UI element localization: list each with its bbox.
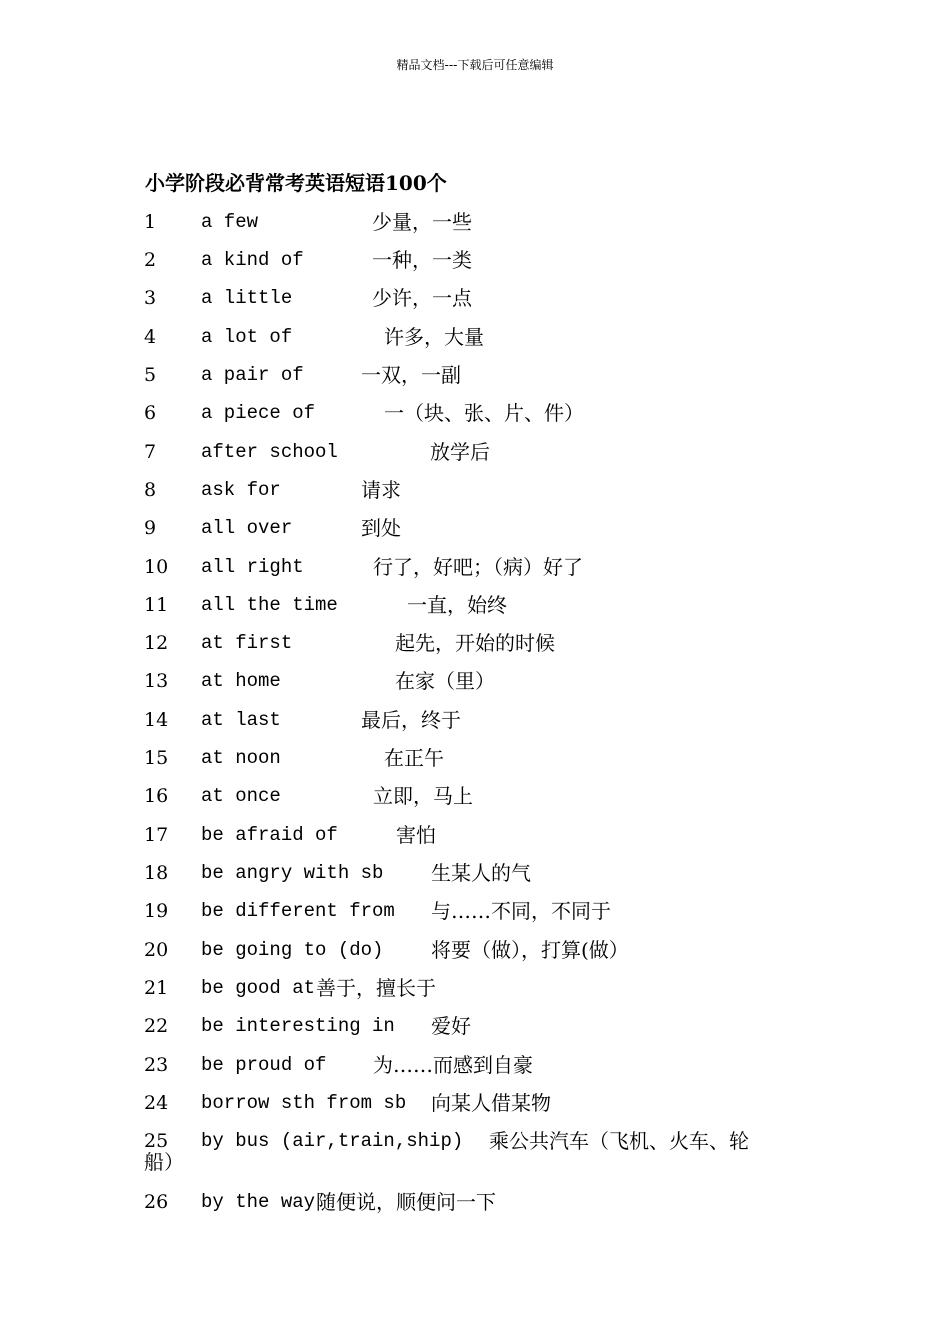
item-chinese: 向某人借某物 (431, 1091, 551, 1115)
item-chinese: 请求 (361, 478, 401, 502)
list-item (0, 592, 950, 618)
item-chinese: 将要（做），打算(做） (431, 938, 629, 962)
item-number: 22 (144, 1015, 169, 1037)
item-english: a lot of (201, 326, 293, 348)
item-number: 16 (144, 785, 169, 807)
item-number: 19 (144, 900, 169, 922)
item-chinese: 乘公共汽车（飞机、火车、轮 (489, 1129, 749, 1153)
item-number: 4 (144, 326, 157, 348)
item-number: 18 (144, 862, 169, 884)
item-chinese: 行了，好吧；（病）好了 (373, 555, 583, 579)
list-item (0, 400, 950, 426)
item-number: 15 (144, 747, 169, 769)
item-number: 20 (144, 939, 169, 961)
item-english: a few (201, 211, 259, 233)
item-chinese: 在家（里） (395, 669, 495, 693)
item-number: 9 (144, 517, 157, 539)
item-english: at noon (201, 747, 281, 769)
item-chinese: 一（块、张、片、件） (384, 401, 584, 425)
item-number: 25 (144, 1130, 169, 1152)
list-item (0, 515, 950, 541)
item-number: 13 (144, 670, 169, 692)
list-item (0, 898, 950, 924)
item-english: a little (201, 287, 293, 309)
list-item (0, 1189, 950, 1215)
item-english: at home (201, 670, 281, 692)
item-english: at last (201, 709, 281, 731)
list-item (0, 975, 950, 1001)
item-number: 11 (144, 594, 169, 616)
item-english: at first (201, 632, 293, 654)
item-english: at once (201, 785, 281, 807)
item-chinese: 放学后 (430, 440, 490, 464)
list-item (0, 668, 950, 694)
item-number: 1 (144, 211, 157, 233)
item-number: 2 (144, 249, 157, 271)
item-english: be proud of (201, 1054, 327, 1076)
item-english: by bus (air,train,ship) (201, 1130, 464, 1152)
page-header: 精品文档---下载后可任意编辑 (396, 58, 554, 72)
list-item (0, 1090, 950, 1116)
item-english: all over (201, 517, 293, 539)
item-number: 21 (144, 977, 169, 999)
item-english: be going to (do) (201, 939, 384, 961)
item-chinese: 起先，开始的时候 (395, 631, 555, 655)
list-item (0, 1013, 950, 1039)
item-chinese: 生某人的气 (431, 861, 531, 885)
item-chinese: 随便说，顺便问一下 (316, 1190, 496, 1214)
item-english: ask for (201, 479, 281, 501)
document-title: 小学阶段必背常考英语短语100个 (145, 171, 447, 195)
item-chinese: 在正午 (384, 746, 444, 770)
list-item (0, 477, 950, 503)
item-number: 12 (144, 632, 169, 654)
item-number: 10 (144, 556, 169, 578)
list-item (0, 783, 950, 809)
item-chinese: 少许，一点 (372, 286, 472, 310)
item-chinese: 立即，马上 (373, 784, 473, 808)
item-number: 6 (144, 402, 157, 424)
list-item (0, 439, 950, 465)
list-item (0, 822, 950, 848)
item-english: be good at (201, 977, 316, 999)
list-item (0, 554, 950, 580)
item-chinese: 害怕 (396, 823, 436, 847)
list-item (0, 247, 950, 273)
list-item (0, 285, 950, 311)
item-chinese: 少量，一些 (372, 210, 472, 234)
item-chinese: 到处 (361, 516, 401, 540)
list-item (0, 362, 950, 388)
list-item (0, 707, 950, 733)
list-item (0, 745, 950, 771)
list-item-continuation: 船） (144, 1150, 184, 1174)
item-chinese: 一直，始终 (407, 593, 507, 617)
item-chinese: 一种，一类 (372, 248, 472, 272)
item-english: all right (201, 556, 304, 578)
item-english: be angry with sb (201, 862, 384, 884)
list-item (0, 1128, 950, 1154)
item-chinese: 善于，擅长于 (316, 976, 436, 1000)
item-number: 7 (144, 441, 157, 463)
item-chinese: 为……而感到自豪 (373, 1053, 533, 1077)
item-english: after school (201, 441, 338, 463)
item-number: 5 (144, 364, 157, 386)
item-english: a pair of (201, 364, 304, 386)
item-chinese: 爱好 (431, 1014, 471, 1038)
list-item (0, 324, 950, 350)
item-number: 3 (144, 287, 157, 309)
list-item (0, 630, 950, 656)
item-chinese: 最后，终于 (361, 708, 461, 732)
item-english: by the way (201, 1191, 316, 1213)
item-english: be interesting in (201, 1015, 395, 1037)
item-english: borrow sth from sb (201, 1092, 407, 1114)
item-english: be afraid of (201, 824, 338, 846)
item-number: 26 (144, 1191, 169, 1213)
item-number: 14 (144, 709, 169, 731)
list-item (0, 1052, 950, 1078)
item-chinese: 许多，大量 (384, 325, 484, 349)
item-english: be different from (201, 900, 395, 922)
item-number: 23 (144, 1054, 169, 1076)
list-item (0, 209, 950, 235)
item-number: 17 (144, 824, 169, 846)
item-english: all the time (201, 594, 338, 616)
list-item (0, 860, 950, 886)
item-chinese: 一双，一副 (361, 363, 461, 387)
item-number: 24 (144, 1092, 169, 1114)
item-number: 8 (144, 479, 157, 501)
item-english: a piece of (201, 402, 316, 424)
item-chinese: 与……不同，不同于 (431, 899, 611, 923)
list-item (0, 937, 950, 963)
item-english: a kind of (201, 249, 304, 271)
